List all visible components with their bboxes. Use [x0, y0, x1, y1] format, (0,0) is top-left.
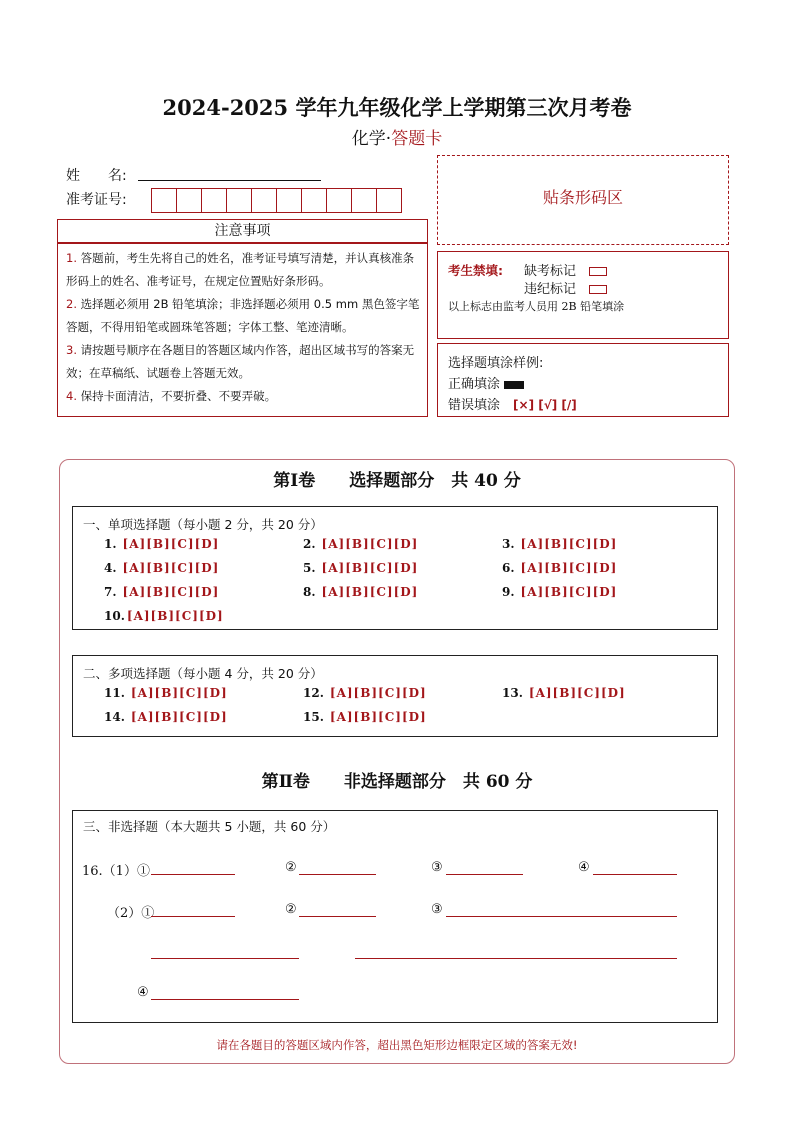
question-13[interactable] — [502, 686, 626, 700]
blank-2-label: ② — [285, 860, 297, 875]
wrong-samples: [×] [√] [/] — [513, 398, 577, 412]
q-num: 14. — [104, 710, 125, 724]
q-options[interactable]: [A][B][C][D] — [321, 537, 419, 551]
wrong-label: 错误填涂 — [448, 398, 501, 413]
id-cell[interactable] — [301, 188, 327, 213]
q-num: 6. — [502, 561, 515, 575]
blank-3-label: ③ — [431, 860, 443, 875]
correct-row — [448, 373, 524, 392]
fill-sample-box — [437, 343, 729, 417]
id-cells[interactable] — [151, 188, 401, 213]
footer-warning: 请在各题目的答题区域内作答，超出黑色矩形边框限定区域的答案无效! — [216, 1038, 578, 1052]
subtitle-card: 答题卡 — [391, 129, 443, 149]
q-options[interactable]: [A][B][C][D] — [321, 561, 419, 575]
correct-label: 正确填涂 — [448, 377, 501, 392]
question-7[interactable] — [104, 585, 219, 599]
question-4[interactable] — [104, 561, 219, 575]
question-15[interactable] — [303, 710, 427, 724]
page-subtitle — [0, 124, 794, 149]
question-14[interactable] — [104, 710, 228, 724]
q-num: 12. — [303, 686, 324, 700]
question-11[interactable] — [104, 686, 228, 700]
q-options[interactable]: [A][B][C][D] — [329, 710, 427, 724]
answer-line[interactable] — [151, 874, 235, 875]
q-num: 15. — [303, 710, 324, 724]
q-num: 4. — [104, 561, 117, 575]
id-cell[interactable] — [376, 188, 402, 213]
question-3[interactable] — [502, 537, 617, 551]
violation-mark-box[interactable] — [589, 285, 607, 294]
single-choice-heading: 一、单项选择题（每小题 2 分，共 20 分） — [83, 517, 323, 532]
id-cell[interactable] — [251, 188, 277, 213]
question-5[interactable] — [303, 561, 418, 575]
q-options[interactable]: [A][B][C][D] — [122, 537, 220, 551]
q-options[interactable]: [A][B][C][D] — [122, 561, 220, 575]
answer-line[interactable] — [151, 958, 299, 959]
notice-item — [66, 339, 421, 385]
q-options[interactable]: [A][B][C][D] — [130, 686, 228, 700]
id-cell[interactable] — [151, 188, 177, 213]
question-12[interactable] — [303, 686, 427, 700]
notice-text: 保持卡面清洁，不要折叠、不要弄破。 — [80, 389, 277, 403]
id-cell[interactable] — [201, 188, 227, 213]
notice-box — [57, 243, 428, 417]
q-num: 2. — [303, 537, 316, 551]
notice-num: 2. — [66, 297, 77, 311]
violation-row — [524, 278, 607, 297]
q-options[interactable]: [A][B][C][D] — [122, 585, 220, 599]
correct-sample — [504, 381, 524, 389]
q-num: 3. — [502, 537, 515, 551]
answer-line[interactable] — [151, 916, 235, 917]
answer-line[interactable] — [446, 874, 523, 875]
q-num: 1. — [104, 537, 117, 551]
fill-sample-title: 选择题填涂样例: — [448, 356, 544, 371]
violation-label: 违纪标记 — [524, 282, 577, 297]
blank-4-label: ④ — [137, 985, 149, 1000]
wrong-row — [448, 394, 577, 413]
question-8[interactable] — [303, 585, 418, 599]
notice-num: 4. — [66, 389, 77, 403]
q16-part2-label: （2）① — [107, 906, 155, 921]
q16-part1-label: 16.（1）① — [82, 864, 150, 879]
q-options[interactable]: [A][B][C][D] — [321, 585, 419, 599]
answer-line[interactable] — [446, 916, 677, 917]
notice-heading: 注意事项 — [214, 223, 271, 239]
barcode-area — [437, 155, 729, 245]
q-options[interactable]: [A][B][C][D] — [520, 537, 618, 551]
q-num: 5. — [303, 561, 316, 575]
question-1[interactable] — [104, 537, 219, 551]
part1-title: 第Ⅰ卷 选择题部分 共 40 分 — [273, 471, 521, 491]
notice-num: 1. — [66, 251, 77, 265]
id-cell[interactable] — [326, 188, 352, 213]
id-cell[interactable] — [276, 188, 302, 213]
forbidden-label: 考生禁填: — [448, 263, 503, 278]
answer-line[interactable] — [355, 958, 677, 959]
answer-line[interactable] — [299, 874, 376, 875]
answer-line[interactable] — [299, 916, 376, 917]
answer-line[interactable] — [593, 874, 677, 875]
notice-heading-box — [57, 219, 428, 243]
q-options[interactable]: [A][B][C][D] — [520, 561, 618, 575]
q-options[interactable]: [A][B][C][D] — [528, 686, 626, 700]
barcode-label: 贴条形码区 — [542, 188, 623, 207]
q-num: 9. — [502, 585, 515, 599]
answer-line[interactable] — [151, 999, 299, 1000]
q-num: 13. — [502, 686, 523, 700]
notice-text: 选择题必须用 2B 铅笔填涂；非选择题必须用 0.5 mm 黑色签字笔答题，不得用铅笔或圆珠笔答题；字体工整、笔迹清晰。 — [66, 297, 420, 334]
q-num: 8. — [303, 585, 316, 599]
id-label: 准考证号: — [66, 192, 127, 208]
subtitle-subject: 化学· — [351, 129, 392, 149]
q-options[interactable]: [A][B][C][D] — [520, 585, 618, 599]
notice-text: 答题前，考生先将自己的姓名，准考证号填写清楚，并认真核准条形码上的姓名、准考证号，在规定位置贴好条形码。 — [66, 251, 415, 288]
notice-item — [66, 293, 421, 339]
forbidden-note: 以上标志由监考人员用 2B 铅笔填涂 — [448, 300, 625, 313]
multi-choice-heading: 二、多项选择题（每小题 4 分，共 20 分） — [83, 666, 323, 681]
q-options[interactable]: [A][B][C][D] — [126, 609, 224, 623]
q-options[interactable]: [A][B][C][D] — [130, 710, 228, 724]
question-10[interactable] — [104, 609, 224, 623]
blank-4-label: ④ — [578, 860, 590, 875]
notice-text: 请按题号顺序在各题目的答题区域内作答，超出区域书写的答案无效；在草稿纸、试题卷上答题无效。 — [66, 343, 415, 380]
question-9[interactable] — [502, 585, 617, 599]
question-2[interactable] — [303, 537, 418, 551]
name-label: 姓 名: — [66, 168, 127, 184]
part2-title: 第Ⅱ卷 非选择题部分 共 60 分 — [261, 772, 533, 792]
q-num: 10. — [104, 609, 125, 623]
absent-mark-box[interactable] — [589, 267, 607, 276]
name-field[interactable] — [138, 180, 321, 181]
question-6[interactable] — [502, 561, 617, 575]
absent-label: 缺考标记 — [524, 264, 577, 279]
notice-num: 3. — [66, 343, 77, 357]
page-title: 2024-2025 学年九年级化学上学期第三次月考卷 — [162, 95, 632, 120]
blank-3-label: ③ — [431, 902, 443, 917]
q-num: 7. — [104, 585, 117, 599]
id-cell[interactable] — [351, 188, 377, 213]
id-cell[interactable] — [176, 188, 202, 213]
nonchoice-heading: 三、非选择题（本大题共 5 小题，共 60 分） — [83, 819, 336, 834]
q-options[interactable]: [A][B][C][D] — [329, 686, 427, 700]
id-cell[interactable] — [226, 188, 252, 213]
absent-row — [524, 260, 607, 279]
notice-item — [66, 247, 421, 293]
notice-item — [66, 385, 421, 408]
blank-2-label: ② — [285, 902, 297, 917]
forbidden-box — [437, 251, 729, 339]
q-num: 11. — [104, 686, 125, 700]
